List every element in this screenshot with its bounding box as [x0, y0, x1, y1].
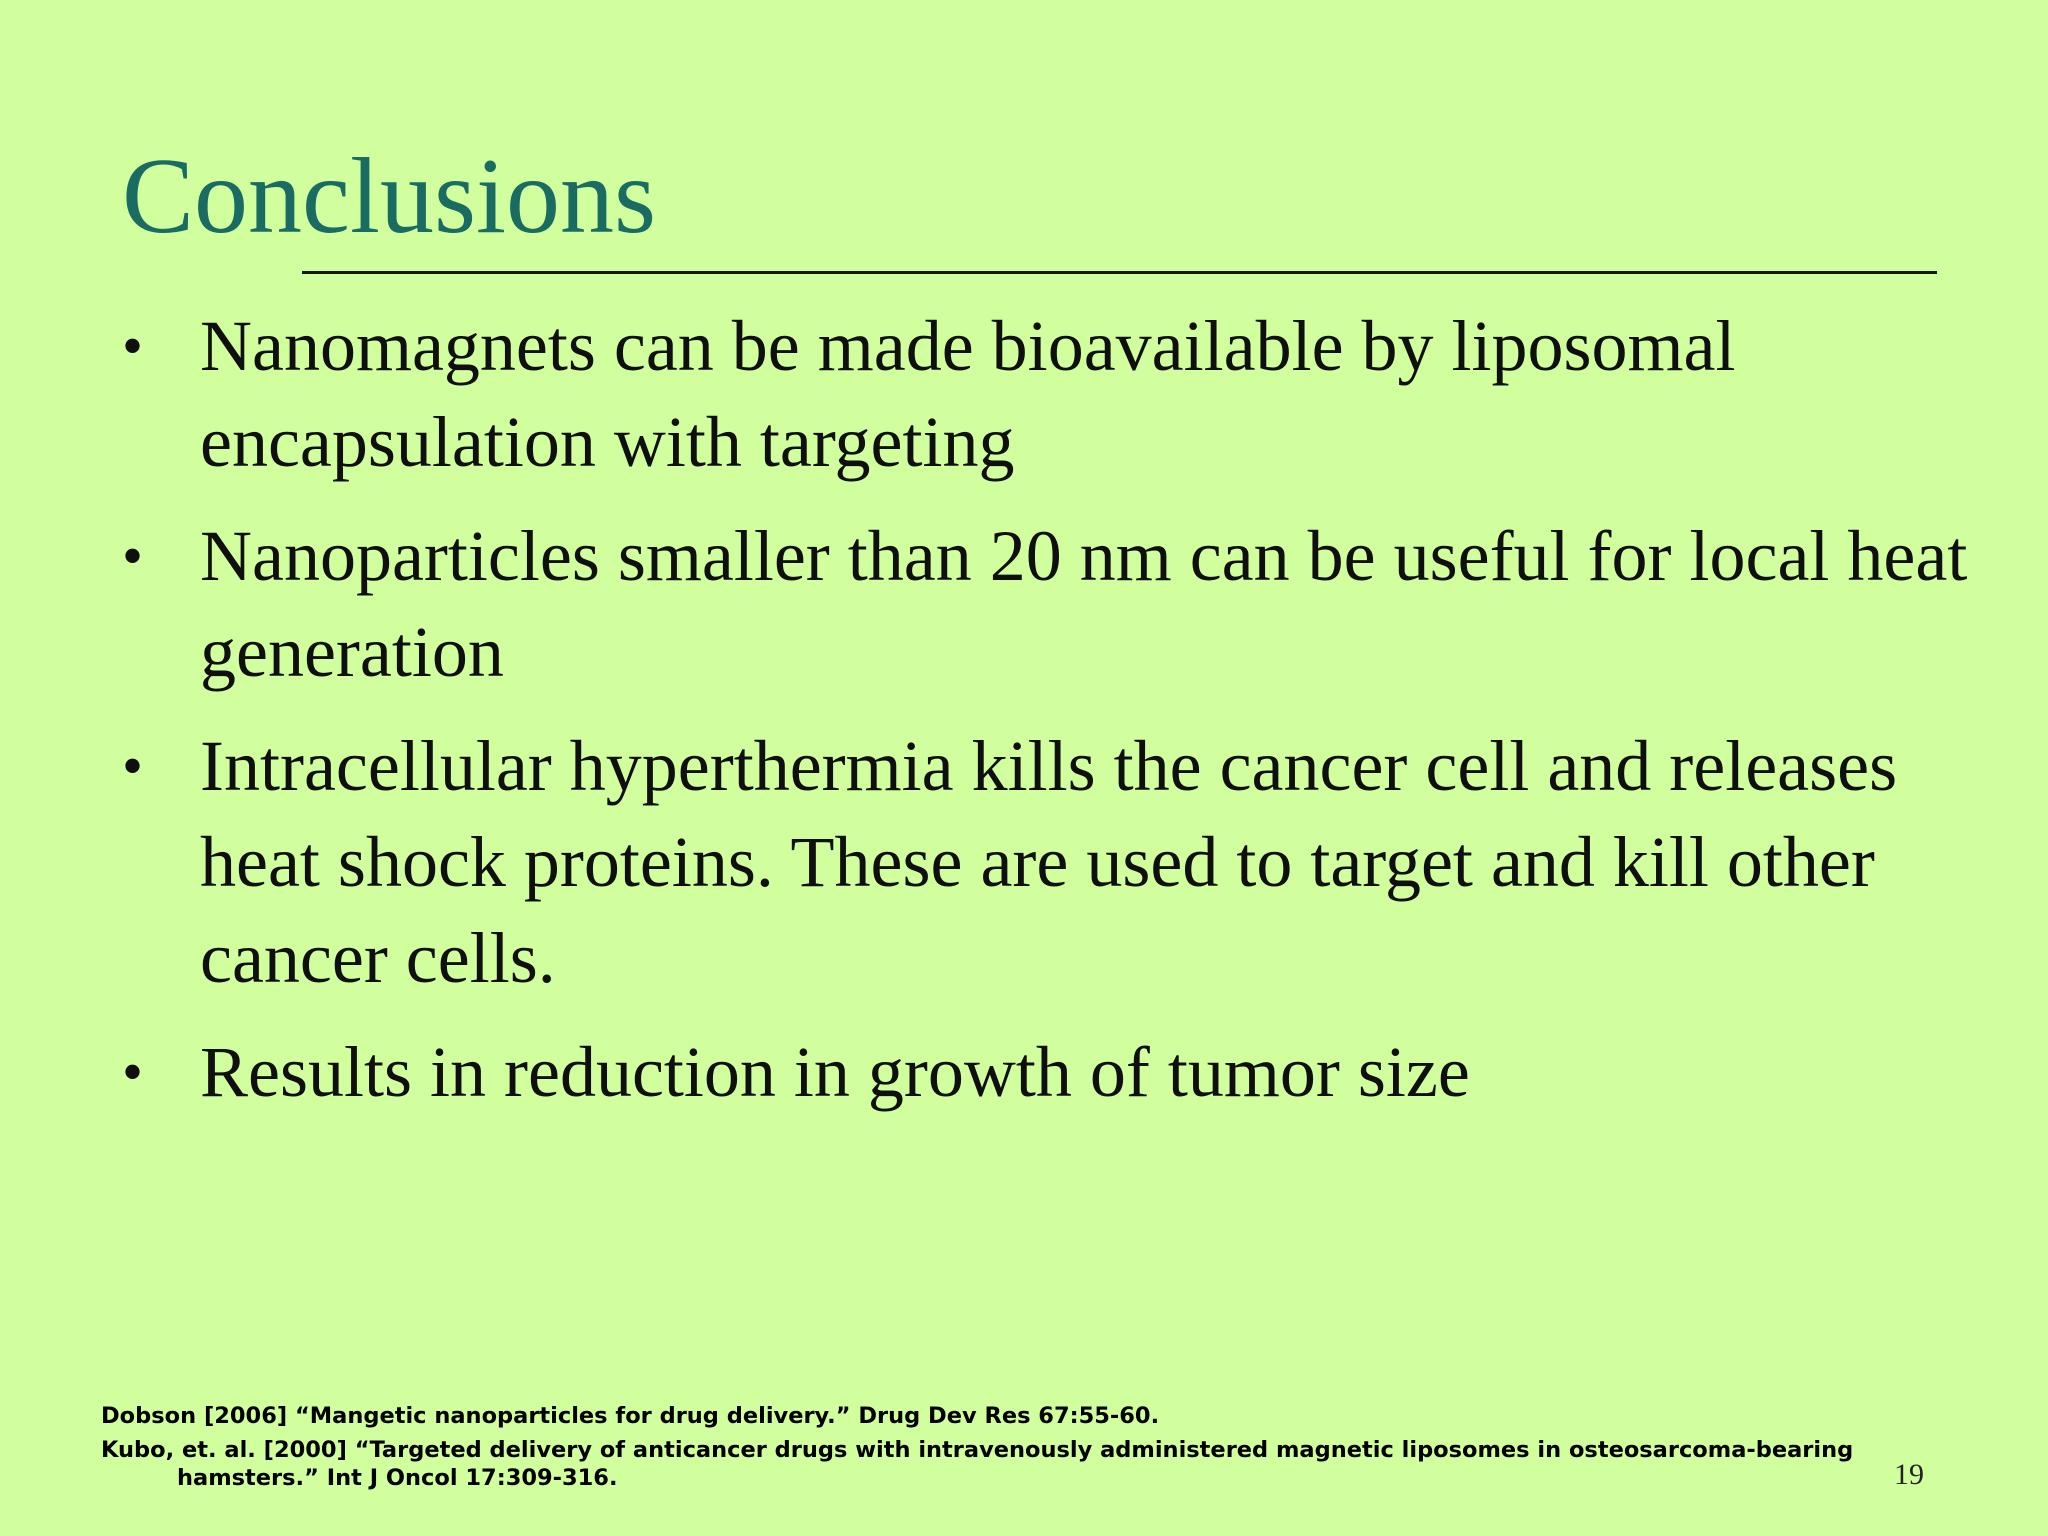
bullet-dot-icon: • — [122, 733, 144, 799]
reference-2: Kubo, et. al. [2000] “Targeted delivery of anticancer drugs with intravenously administered magnetic liposomes in osteosarcoma-bearing hamsters.” Int J Oncol 17:309-316. — [101, 1437, 1854, 1491]
bullet-item-1 — [118, 298, 1998, 490]
bullet-item-2 — [118, 508, 1998, 700]
bullet-dot-icon: • — [122, 523, 144, 589]
bullet-dot-icon: • — [122, 313, 144, 379]
slide-title: Conclusions — [122, 137, 657, 256]
reference-1: Dobson [2006] “Mangetic nanoparticles for drug delivery.” Drug Dev Res 67:55-60. — [101, 1403, 1160, 1429]
references — [101, 1402, 1951, 1498]
bullet-list — [118, 298, 1998, 1138]
bullet-item-3 — [118, 718, 1998, 1006]
bullet-text-2: Nanoparticles smaller than 20 nm can be useful for local heat generation — [200, 516, 1968, 692]
bullet-text-4: Results in reduction in growth of tumor size — [200, 1032, 1470, 1112]
page-number: 19 — [1894, 1458, 1924, 1491]
title-underline-divider — [302, 271, 1937, 274]
bullet-dot-icon: • — [122, 1039, 144, 1105]
bullet-text-3: Intracellular hyperthermia kills the cancer cell and releases heat shock proteins. These are used to target and kill other cancer cells. — [200, 726, 1898, 998]
bullet-text-1: Nanomagnets can be made bioavailable by liposomal encapsulation with targeting — [200, 306, 1736, 482]
bullet-item-4 — [118, 1024, 1998, 1120]
